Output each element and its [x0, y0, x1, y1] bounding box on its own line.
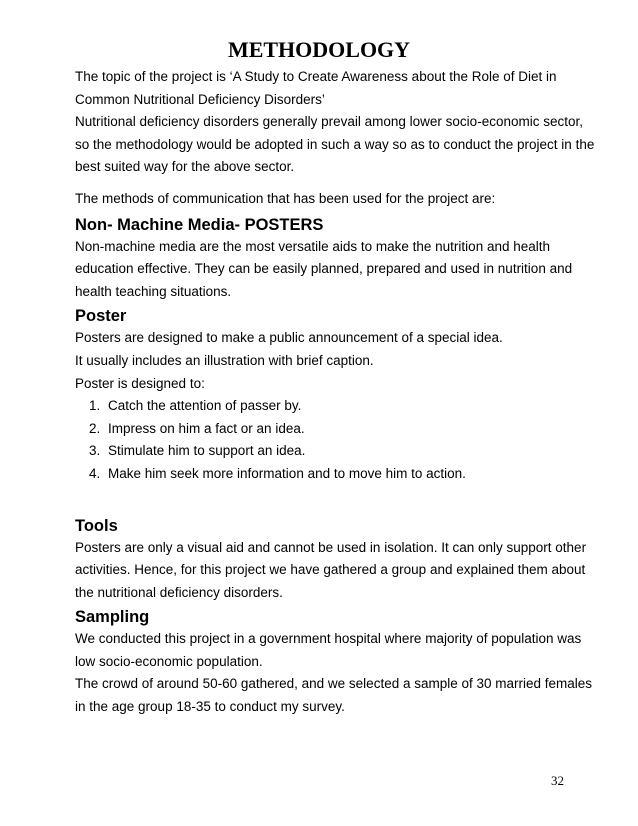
list-text: Make him seek more information and to move him to action. [108, 465, 466, 481]
list-item [75, 440, 575, 463]
sampling-section [75, 606, 593, 718]
list-item [75, 395, 575, 418]
page-title: METHODOLOGY [227, 37, 411, 62]
spacer [75, 486, 575, 515]
paragraph-line: The crowd of around 50-60 gathered, and we selected a sample of 30 married females [75, 676, 593, 692]
paragraph-line: Posters are designed to make a public announcement of a special idea. [75, 330, 503, 346]
spacer [75, 179, 575, 188]
paragraph-line: low socio-economic population. [75, 653, 263, 669]
paragraph-line: It usually includes an illustration with brief caption. [75, 352, 374, 368]
poster-section [75, 305, 575, 485]
list-text: Catch the attention of passer by. [108, 398, 302, 414]
list-item [75, 418, 575, 441]
section-heading-non-machine-media: Non- Machine Media- POSTERS [75, 215, 324, 234]
list-number: 2. [89, 420, 101, 436]
paragraph-line: Posters are only a visual aid and cannot be used in isolation. It can only support other [75, 539, 587, 555]
intro-line: Nutritional deficiency disorders generally prevail among lower socio-economic sector, [75, 114, 583, 130]
page-content [75, 66, 595, 719]
section-heading-poster: Poster [75, 307, 127, 326]
list-text: Impress on him a fact or an idea. [108, 420, 305, 436]
paragraph-line: We conducted this project in a government hospital where majority of population was [75, 631, 582, 647]
paragraph-line: education effective. They can be easily planned, prepared and used in nutrition and [75, 261, 573, 277]
paragraph-line: in the age group 18-35 to conduct my survey. [75, 699, 345, 715]
list-number: 4. [89, 465, 101, 481]
intro-line: The topic of the project is ‘A Study to Create Awareness about the Role of Diet in [75, 69, 557, 84]
intro-line: so the methodology would be adopted in such a way so as to conduct the project in the [75, 136, 595, 152]
paragraph-line: Non-machine media are the most versatile aids to make the nutrition and health [75, 238, 551, 254]
paragraph-line: Poster is designed to: [75, 375, 205, 391]
list-item [75, 463, 575, 486]
intro-line: Common Nutritional Deficiency Disorders’ [75, 91, 325, 107]
list-text: Stimulate him to support an idea. [108, 443, 306, 459]
intro-line: best suited way for the above sector. [75, 159, 295, 175]
poster-purpose-list [75, 395, 575, 485]
section-heading-sampling: Sampling [75, 608, 150, 627]
paragraph-line: the nutritional deficiency disorders. [75, 584, 283, 600]
paragraph-line: health teaching situations. [75, 283, 232, 299]
list-number: 1. [89, 398, 101, 414]
section-heading-tools: Tools [75, 516, 118, 535]
paragraph-line: activities. Hence, for this project we have gathered a group and explained them about [75, 562, 586, 578]
intro-section [75, 66, 595, 211]
methods-line: The methods of communication that has been used for the project are: [75, 190, 496, 206]
list-number: 3. [89, 443, 101, 459]
tools-section [75, 515, 587, 605]
non-machine-media-section [75, 214, 575, 304]
page-number: 32 [551, 773, 564, 788]
